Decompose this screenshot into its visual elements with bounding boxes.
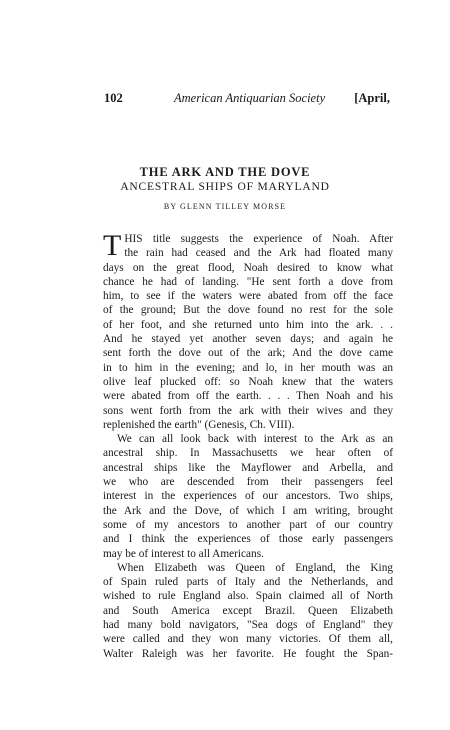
text-line: may be of interest to all Americans.	[103, 547, 264, 560]
text-line: days on the great flood, Noah desired to know what	[103, 261, 393, 274]
text-line: ancestral ship. In Massachusetts we hear often of	[103, 447, 393, 460]
running-header	[104, 90, 390, 106]
text-line: and South America except Brazil. Queen Elizabeth	[103, 604, 393, 617]
text-line: had many bold navigators, "Sea dogs of England" they	[103, 619, 393, 632]
text-line: olive leaf plucked off: so Noah knew that the waters	[103, 375, 393, 388]
text-line: of her foot, and she returned unto him into the ark. . .	[103, 318, 393, 331]
text-line: we who are descended from their passengers feel	[103, 476, 393, 489]
article-byline: BY GLENN TILLEY MORSE	[163, 202, 287, 211]
text-line: some of my ancestors to another part of our country	[103, 518, 393, 531]
text-line: sent forth the dove out of the ark; And the dove came	[103, 347, 393, 360]
text-line: the Ark and the Dove, of which I am writing, brought	[103, 504, 393, 517]
article-title: THE ARK AND THE DOVE	[139, 165, 311, 179]
page-number: 102	[104, 91, 123, 105]
text-line: Walter Raleigh was her favorite. He fought the Span-	[103, 647, 393, 660]
text-line: of the ground; But the dove found no rest for the sole	[103, 304, 393, 317]
text-line: HIS title suggests the experience of Noah. After	[124, 233, 393, 245]
text-line: and I think the experiences of those early passengers	[103, 533, 393, 546]
text-line: ancestral ships like the Mayflower and Arbella, and	[103, 461, 393, 474]
text-line: We can all look back with interest to the Ark as an	[117, 433, 393, 446]
text-line: in to him in the evening; and lo, in her mouth was an	[103, 361, 393, 374]
text-line: chance he had of landing. "He sent forth a dove from	[103, 275, 393, 288]
text-line: of Spain ruled parts of Italy and the Netherlands, and	[103, 576, 393, 589]
text-line: interest in the experiences of our ancestors. Two ships,	[103, 490, 393, 503]
text-line: wished to rule England also. Spain claimed all of North	[103, 590, 393, 603]
text-line: sons went forth from the ark with their wives and they	[103, 404, 393, 417]
drop-cap: T	[103, 229, 122, 262]
article-body	[103, 229, 393, 661]
text-line: And he stayed yet another seven days; and again he	[103, 333, 393, 346]
text-line: were called and they won many victories. Of them all,	[103, 633, 393, 646]
text-line: When Elizabeth was Queen of England, the King	[117, 561, 393, 574]
text-line: were abated from off the earth. . . . Then Noah and his	[103, 390, 393, 403]
journal-title: American Antiquarian Society	[174, 91, 326, 105]
issue-date: [April,	[354, 91, 390, 105]
text-line: replenished the earth" (Genesis, Ch. VIII).	[103, 418, 295, 431]
text-line: the rain had ceased and the Ark had floated many	[124, 247, 393, 260]
text-line: him, to see if the waters were abated from off the face	[103, 290, 393, 303]
article-subtitle: ANCESTRAL SHIPS OF MARYLAND	[120, 181, 330, 193]
